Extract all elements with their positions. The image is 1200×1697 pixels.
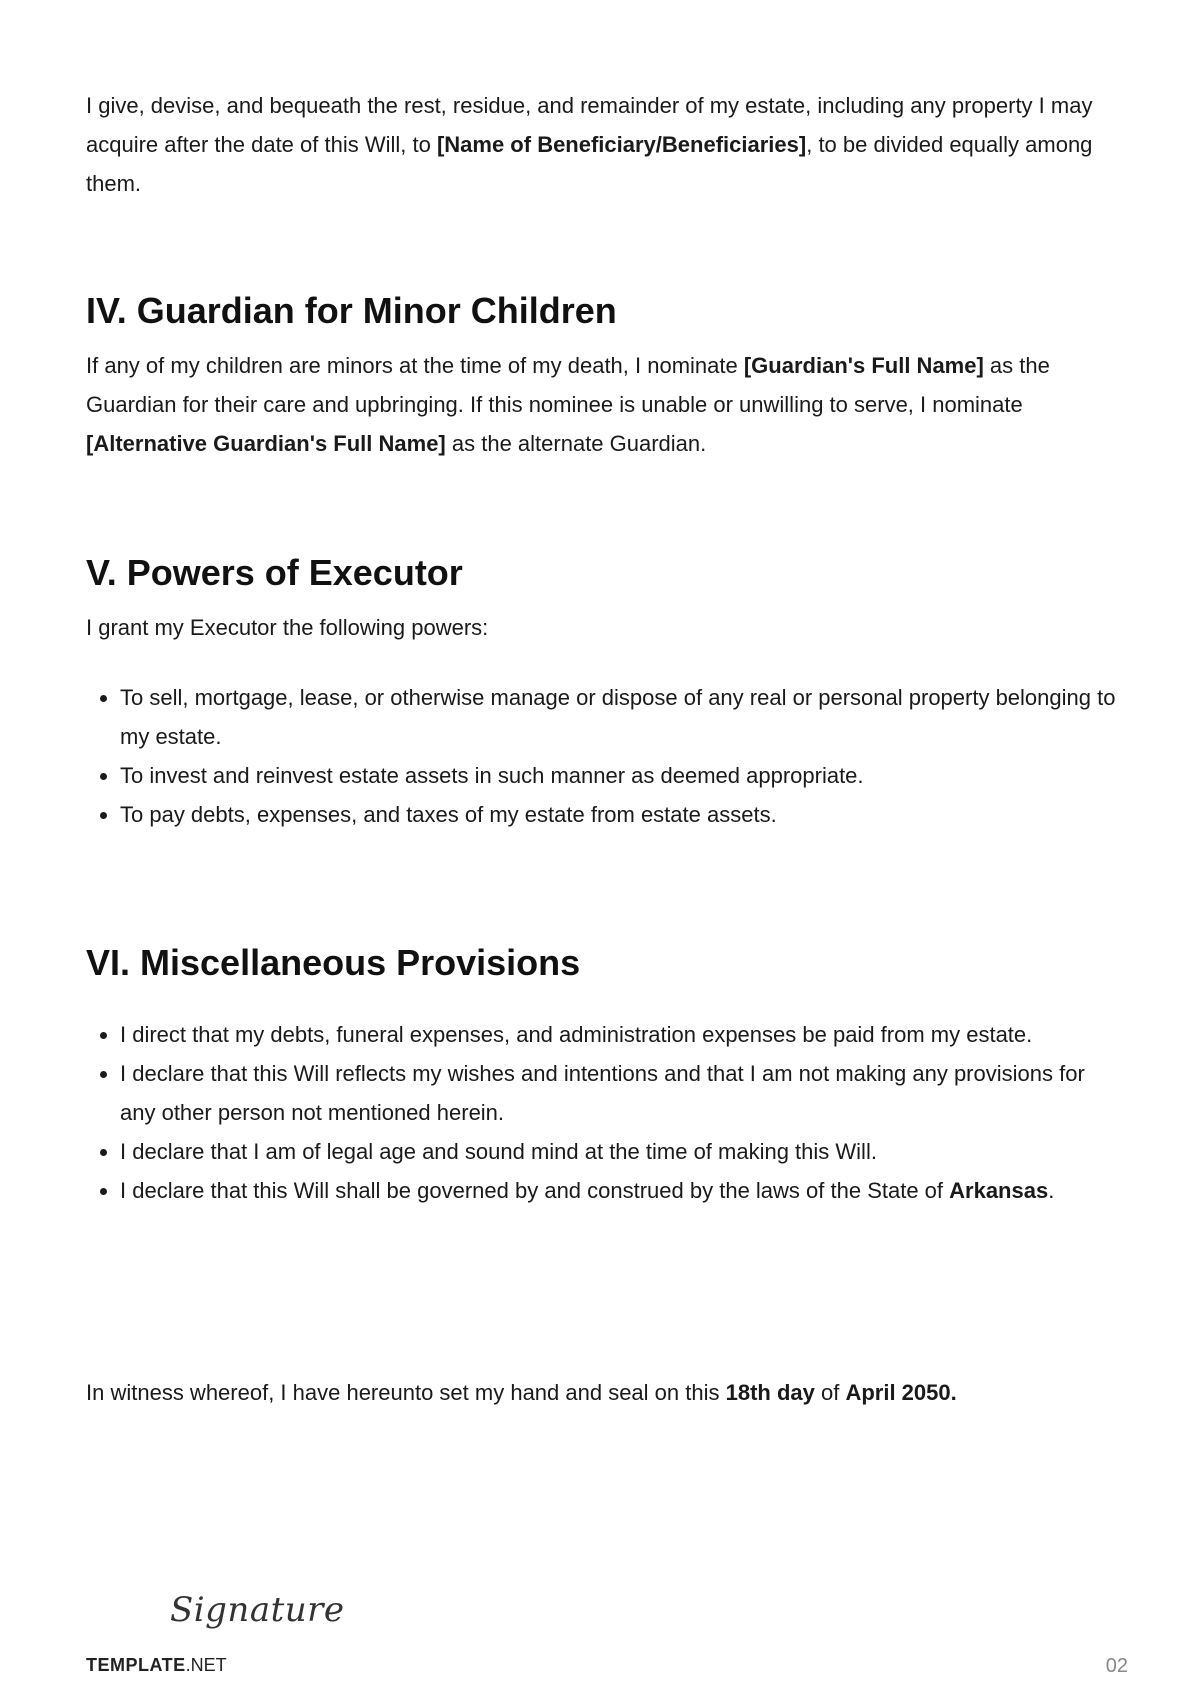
signature: Signature (170, 1590, 345, 1630)
list-item: • I direct that my debts, funeral expenses, and administration expenses be paid from my estate. (120, 1015, 1120, 1054)
list-item: • To pay debts, expenses, and taxes of my estate from estate assets. (120, 795, 1120, 834)
misc-heading: VI. Miscellaneous Provisions (86, 942, 581, 983)
misc-list (86, 1015, 1120, 1210)
witness-text: In witness whereof, I have hereunto set my hand and seal on this (86, 1380, 726, 1405)
alt-guardian-name-placeholder: [Alternative Guardian's Full Name] (86, 431, 446, 456)
guardian-text-mid: as the Guardian for their care and upbringing. If this nominee is unable or unwilling to serve, I nominate (86, 353, 1050, 417)
witness-paragraph (86, 1373, 957, 1412)
list-item: • To invest and reinvest estate assets in such manner as deemed appropriate. (120, 756, 1120, 795)
beneficiary-placeholder: [Name of Beneficiary/Beneficiaries] (436, 132, 807, 157)
page-number: 02 (1105, 1655, 1128, 1677)
list-item: • To sell, mortgage, lease, or otherwise manage or dispose of any real or personal property belonging to my estate. (120, 678, 1120, 756)
powers-intro: I grant my Executor the following powers: (86, 615, 489, 640)
guardian-heading: IV. Guardian for Minor Children (86, 290, 617, 331)
guardian-text-end: as the alternate Guardian. (445, 431, 707, 456)
governing-law-text: I declare that this Will shall be governed by and construed by the laws of the State of (120, 1178, 950, 1203)
brand-logo-bold: TEMPLATE (86, 1655, 186, 1675)
brand-logo (86, 1655, 227, 1676)
guardian-text: If any of my children are minors at the time of my death, I nominate (86, 353, 744, 378)
list-item (120, 1171, 1120, 1210)
list-item: • I declare that this Will reflects my wishes and intentions and that I am not making any provisions for any other person not mentioned herein. (120, 1054, 1120, 1132)
powers-heading: V. Powers of Executor (86, 552, 463, 593)
brand-logo-suffix: .NET (185, 1655, 227, 1675)
guardian-paragraph (86, 346, 1126, 463)
guardian-name-placeholder: [Guardian's Full Name] (743, 353, 984, 378)
witness-month-year: April 2050. (845, 1380, 957, 1405)
residue-text: I give, devise, and bequeath the rest, residue, and remainder of my estate, including any property I may acquire after the date of this Will, to (86, 93, 1093, 157)
list-item: • I declare that I am of legal age and sound mind at the time of making this Will. (120, 1132, 1120, 1171)
governing-law-text-end: . (1048, 1178, 1055, 1203)
witness-day: 18th day (725, 1380, 815, 1405)
witness-text-mid: of (814, 1380, 846, 1405)
residue-text-end: , to be divided equally among them. (86, 132, 1093, 196)
residue-paragraph (86, 86, 1126, 203)
state-name: Arkansas (949, 1178, 1049, 1203)
powers-list (86, 678, 1120, 834)
